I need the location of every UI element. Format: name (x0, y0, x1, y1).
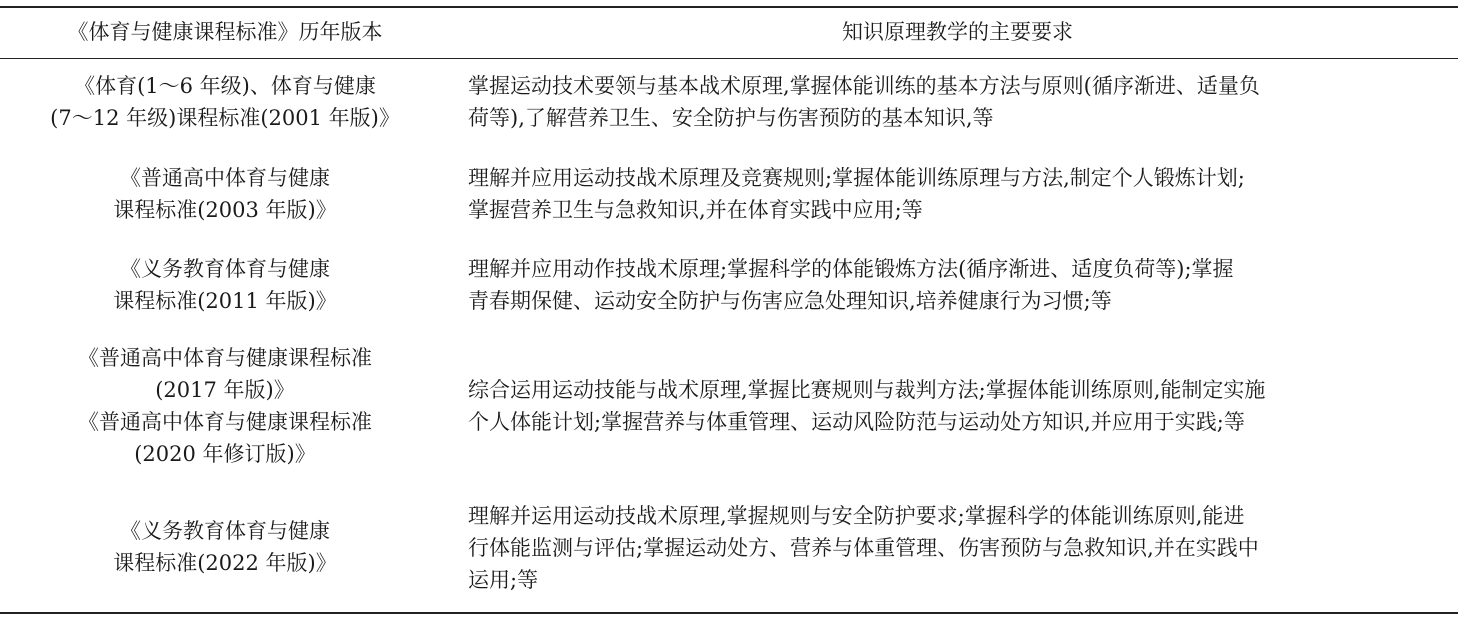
version-line: 课程标准(2022 年版)》 (113, 551, 337, 575)
version-line: (2020 年修订版)》 (134, 442, 316, 466)
version-line: 课程标准(2011 年版)》 (113, 289, 337, 313)
table-row-2-version (10, 162, 440, 226)
table-row-2-requirements (468, 162, 1450, 226)
version-line: 《普通高中体育与健康课程标准 (78, 410, 372, 434)
requirement-line: 理解并应用动作技战术原理;掌握科学的体能锻炼方法(循序渐进、适度负荷等);掌握 (468, 257, 1234, 281)
version-line: 《普通高中体育与健康课程标准 (78, 346, 372, 370)
version-line: 《体育(1～6 年级)、体育与健康 (74, 74, 376, 98)
requirement-line: 青春期保健、运动安全防护与伤害应急处理知识,培养健康行为习惯;等 (468, 289, 1112, 313)
header-requirements: 知识原理教学的主要要求 (842, 20, 1073, 44)
requirement-line: 运用;等 (468, 568, 539, 592)
requirement-line: 理解并运用运动技战术原理,掌握规则与安全防护要求;掌握科学的体能训练原则,能进 (468, 504, 1245, 528)
requirement-line: 掌握营养卫生与急救知识,并在体育实践中应用;等 (468, 198, 923, 222)
table-row-4-requirements (468, 374, 1450, 438)
version-line: 《义务教育体育与健康 (120, 519, 330, 543)
requirement-line: 个人体能计划;掌握营养与体重管理、运动风险防范与运动处方知识,并应用于实践;等 (468, 410, 1245, 434)
header-rule (0, 58, 1458, 59)
table-bottom-rule (0, 612, 1458, 614)
requirement-line: 理解并应用运动技战术原理及竞赛规则;掌握体能训练原理与方法,制定个人锻炼计划; (468, 166, 1245, 190)
requirement-line: 综合运用运动技能与战术原理,掌握比赛规则与裁判方法;掌握体能训练原则,能制定实施 (468, 378, 1266, 402)
table-row-5-version (10, 515, 440, 579)
table-row-5-requirements (468, 500, 1450, 596)
version-line: (7～12 年级)课程标准(2001 年版)》 (50, 106, 400, 130)
version-line: 《普通高中体育与健康 (120, 166, 330, 190)
table-row-3-requirements (468, 253, 1450, 317)
table-row-3-version (10, 253, 440, 317)
version-line: (2017 年版)》 (155, 378, 295, 402)
requirement-line: 荷等),了解营养卫生、安全防护与伤害预防的基本知识,等 (468, 106, 994, 130)
version-line: 《义务教育体育与健康 (120, 257, 330, 281)
table-row-1-requirements (468, 70, 1450, 134)
version-line: 课程标准(2003 年版)》 (113, 198, 337, 222)
requirement-line: 行体能监测与评估;掌握运动处方、营养与体重管理、伤害预防与急救知识,并在实践中 (468, 536, 1259, 560)
table-row-4-version (10, 342, 440, 470)
table-row-1-version (10, 70, 440, 134)
requirement-line: 掌握运动技术要领与基本战术原理,掌握体能训练的基本方法与原则(循序渐进、适量负 (468, 74, 1260, 98)
header-versions: 《体育与健康课程标准》历年版本 (67, 20, 383, 44)
table-top-rule (0, 6, 1458, 8)
